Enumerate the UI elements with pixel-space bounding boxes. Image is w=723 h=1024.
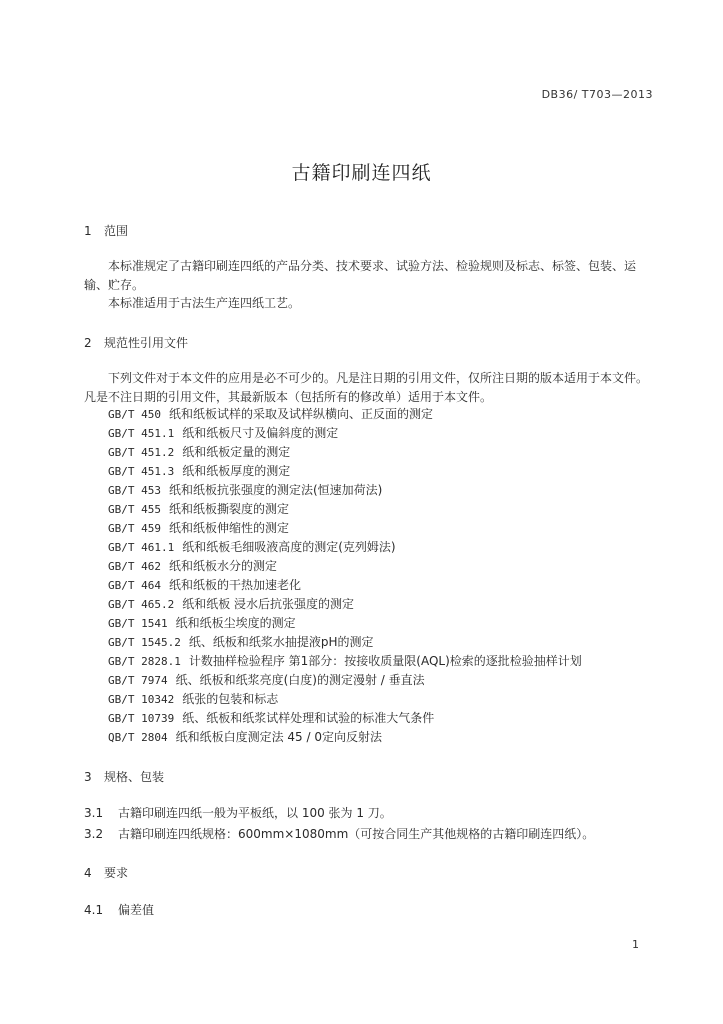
scope-paragraph-1 [84, 257, 659, 294]
reference-title: 纸和纸板撕裂度的测定 [168, 502, 289, 516]
section-title: 规范性引用文件 [104, 336, 189, 350]
section-number: 1 [84, 224, 92, 238]
reference-code: QB/T 2804 [108, 731, 168, 744]
reference-code: GB/T 7974 [108, 674, 168, 687]
reference-item [108, 690, 582, 709]
reference-code: GB/T 453 [108, 484, 161, 497]
reference-item [108, 595, 582, 614]
clause-4-1 [84, 901, 154, 918]
reference-code: GB/T 462 [108, 560, 161, 573]
reference-item [108, 443, 582, 462]
reference-list [108, 405, 582, 747]
section-4-heading [84, 864, 128, 881]
section-1-heading [84, 222, 128, 239]
reference-code: GB/T 1541 [108, 617, 168, 630]
section-title: 规格、包装 [104, 770, 165, 784]
reference-code: GB/T 451.1 [108, 427, 175, 440]
reference-item [108, 500, 582, 519]
reference-title: 计数抽样检验程序 第1部分：按接收质量限(AQL)检索的逐批检验抽样计划 [188, 654, 582, 668]
reference-item [108, 538, 582, 557]
reference-item [108, 652, 582, 671]
clause-number: 3.1 [84, 806, 104, 820]
reference-title: 纸和纸板厚度的测定 [182, 464, 291, 478]
section-3-heading [84, 768, 164, 785]
reference-title: 纸和纸板定量的测定 [182, 445, 291, 459]
reference-item [108, 576, 582, 595]
reference-code: GB/T 459 [108, 522, 161, 535]
reference-code: GB/T 10342 [108, 693, 175, 706]
reference-item [108, 709, 582, 728]
scope-text-1: 本标准规定了古籍印刷连四纸的产品分类、技术要求、试验方法、检验规则及标志、标签、包装、运输、贮存。 [84, 259, 637, 292]
references-intro [84, 369, 659, 406]
reference-code: GB/T 10739 [108, 712, 175, 725]
clause-text: 偏差值 [118, 903, 155, 917]
reference-item [108, 557, 582, 576]
document-code: DB36/ T703—2013 [541, 88, 653, 101]
reference-title: 纸和纸板 浸水后抗张强度的测定 [182, 597, 355, 611]
scope-text-2: 本标准适用于古法生产连四纸工艺。 [108, 296, 301, 310]
clause-3-1 [84, 804, 392, 821]
reference-title: 纸和纸板试样的采取及试样纵横向、正反面的测定 [168, 407, 433, 421]
reference-title: 纸张的包装和标志 [182, 692, 279, 706]
reference-item [108, 728, 582, 747]
scope-paragraph-2 [84, 294, 659, 313]
reference-code: GB/T 451.2 [108, 446, 175, 459]
section-title: 要求 [104, 866, 129, 880]
reference-title: 纸和纸板白度测定法 45 / 0定向反射法 [175, 730, 383, 744]
section-number: 2 [84, 336, 92, 350]
section-2-heading [84, 334, 188, 351]
reference-title: 纸、纸板和纸浆水抽提液pH的测定 [188, 635, 374, 649]
reference-item [108, 424, 582, 443]
clause-text: 古籍印刷连四纸一般为平板纸，以 100 张为 1 刀。 [118, 806, 392, 820]
reference-item [108, 633, 582, 652]
clause-text: 古籍印刷连四纸规格：600mm×1080mm（可按合同生产其他规格的古籍印刷连四纸）。 [118, 827, 595, 841]
reference-title: 纸和纸板的干热加速老化 [168, 578, 301, 592]
section-number: 4 [84, 866, 92, 880]
reference-code: GB/T 450 [108, 408, 161, 421]
reference-code: GB/T 451.3 [108, 465, 175, 478]
reference-code: GB/T 464 [108, 579, 161, 592]
references-intro-text: 下列文件对于本文件的应用是必不可少的。凡是注日期的引用文件，仅所注日期的版本适用于本文件。凡是不注日期的引用文件，其最新版本（包括所有的修改单）适用于本文件。 [84, 371, 649, 404]
reference-item [108, 405, 582, 424]
reference-title: 纸和纸板伸缩性的测定 [168, 521, 289, 535]
reference-item [108, 462, 582, 481]
reference-code: GB/T 465.2 [108, 598, 175, 611]
page-number: 1 [632, 938, 639, 951]
reference-item [108, 671, 582, 690]
reference-title: 纸和纸板尘埃度的测定 [175, 616, 296, 630]
clause-number: 4.1 [84, 903, 104, 917]
clause-3-2 [84, 825, 594, 842]
reference-title: 纸和纸板毛细吸液高度的测定(克列姆法) [182, 540, 396, 554]
reference-title: 纸、纸板和纸浆亮度(白度)的测定漫射 / 垂直法 [175, 673, 425, 687]
reference-item [108, 481, 582, 500]
clause-number: 3.2 [84, 827, 104, 841]
reference-title: 纸、纸板和纸浆试样处理和试验的标准大气条件 [182, 711, 435, 725]
reference-code: GB/T 1545.2 [108, 636, 181, 649]
reference-code: GB/T 455 [108, 503, 161, 516]
reference-title: 纸和纸板水分的测定 [168, 559, 277, 573]
reference-code: GB/T 2828.1 [108, 655, 181, 668]
reference-title: 纸和纸板尺寸及偏斜度的测定 [182, 426, 339, 440]
reference-item [108, 614, 582, 633]
reference-code: GB/T 461.1 [108, 541, 175, 554]
reference-title: 纸和纸板抗张强度的测定法(恒速加荷法) [168, 483, 383, 497]
section-title: 范围 [104, 224, 129, 238]
section-number: 3 [84, 770, 92, 784]
reference-item [108, 519, 582, 538]
document-title: 古籍印刷连四纸 [291, 162, 432, 184]
